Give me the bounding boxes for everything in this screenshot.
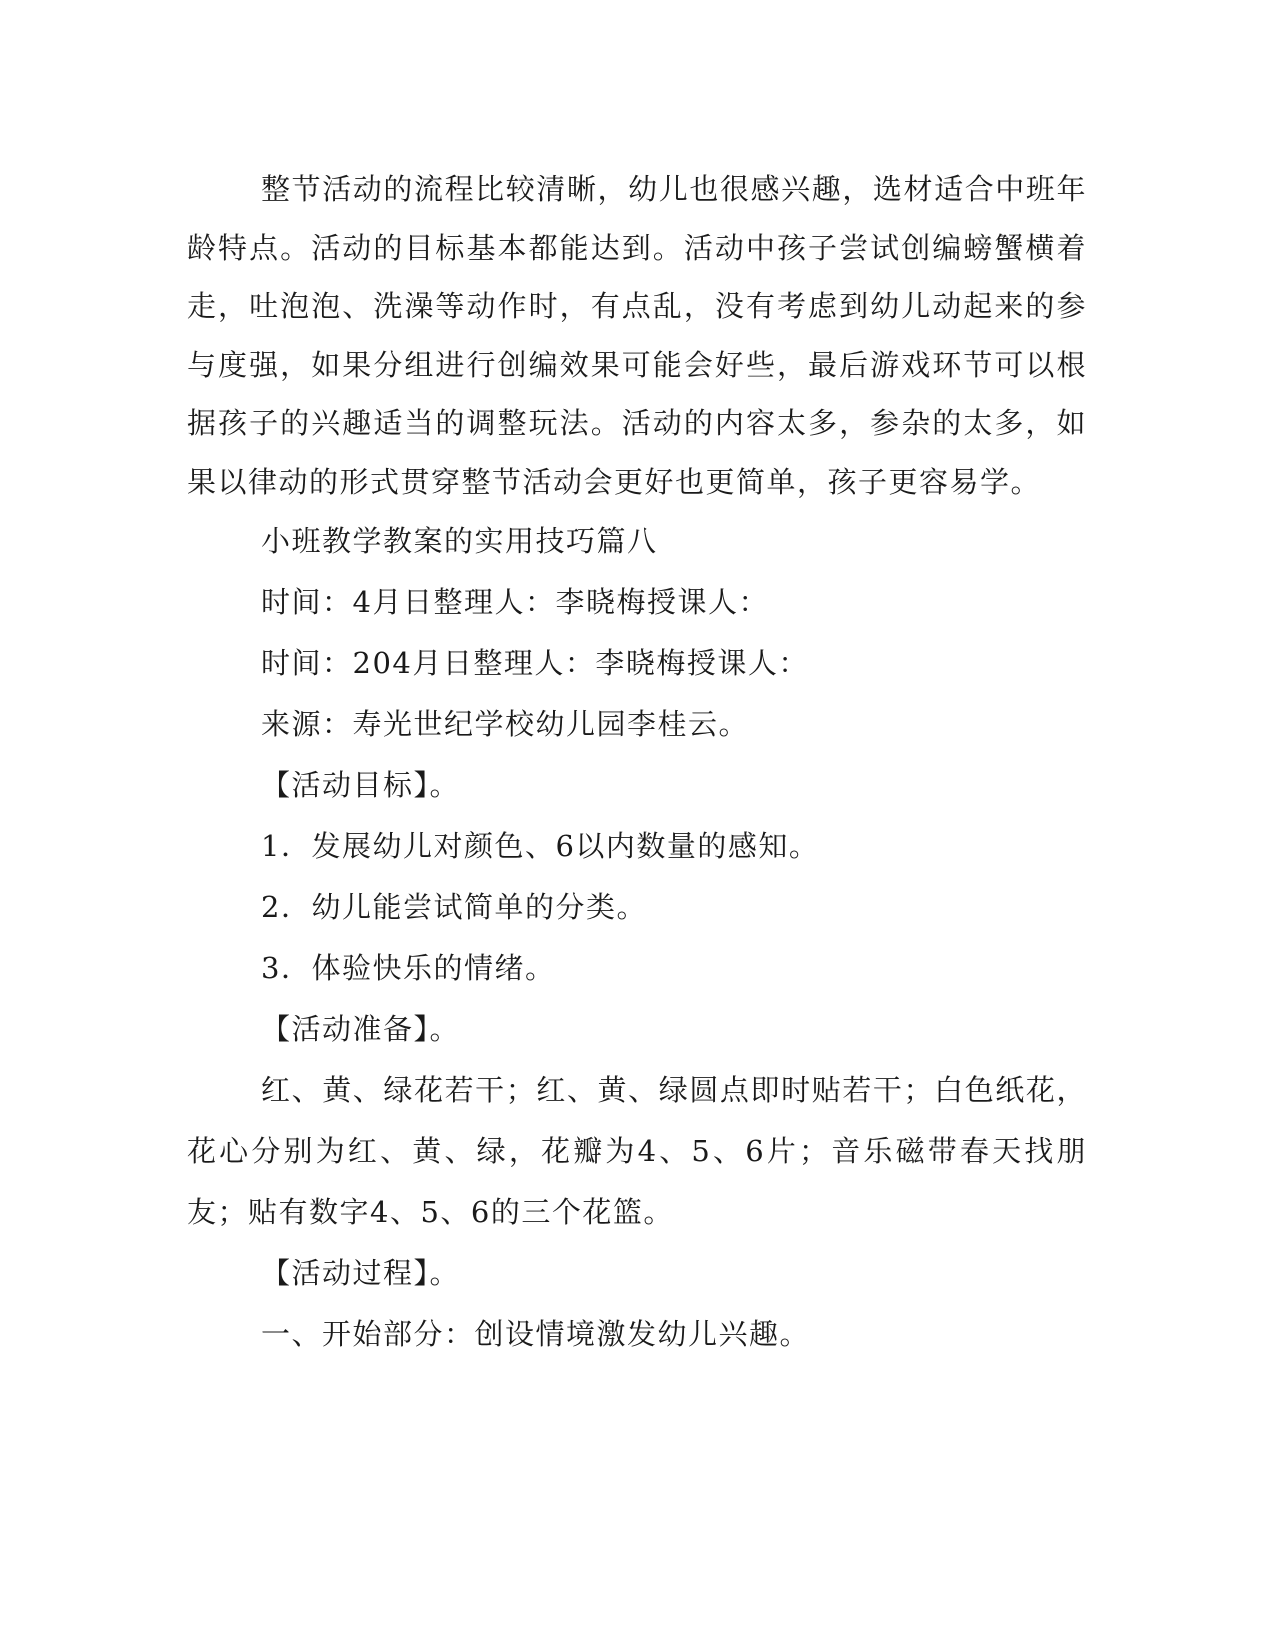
goal-item-3: 3．体验快乐的情绪。 — [261, 951, 556, 985]
process-part-1: 一、开始部分：创设情境激发幼儿兴趣。 — [261, 1317, 811, 1351]
reflection-paragraph: 整节活动的流程比较清晰，幼儿也很感兴趣，选材适合中班年龄特点。活动的目标基本都能达到。活动中孩子尝试创编螃蟹横着走，吐泡泡、洗澡等动作时，有点乱，没有考虑到幼儿动起来的参与度强，如果分组进行创编效果可能会好些，最后游戏环节可以根据孩子的兴趣适当的调整玩法。活动的内容太多，参杂的太多，如果以律动的形式贯穿整节活动会更好也更简单，孩子更容易学。 — [187, 172, 1087, 499]
time-line-2: 时间：204月日整理人：李晓梅授课人： — [261, 646, 809, 680]
goal-item-1: 1．发展幼儿对颜色、6以内数量的感知。 — [261, 829, 820, 863]
document-body — [187, 160, 1087, 1365]
time-line-1: 时间：4月日整理人：李晓梅授课人： — [261, 585, 769, 619]
article-title: 小班教学教案的实用技巧篇八 — [261, 524, 658, 558]
goal-item-2: 2．幼儿能尝试简单的分类。 — [261, 890, 647, 924]
goals-heading: 【活动目标】。 — [261, 768, 461, 802]
source-line: 来源：寿光世纪学校幼儿园李桂云。 — [261, 707, 750, 741]
preparation-paragraph: 红、黄、绿花若干；红、黄、绿圆点即时贴若干；白色纸花，花心分别为红、黄、绿，花瓣为4、5、6片；音乐磁带春天找朋友；贴有数字4、5、6的三个花篮。 — [187, 1073, 1087, 1229]
process-heading: 【活动过程】。 — [261, 1256, 461, 1290]
preparation-heading: 【活动准备】。 — [261, 1012, 461, 1046]
